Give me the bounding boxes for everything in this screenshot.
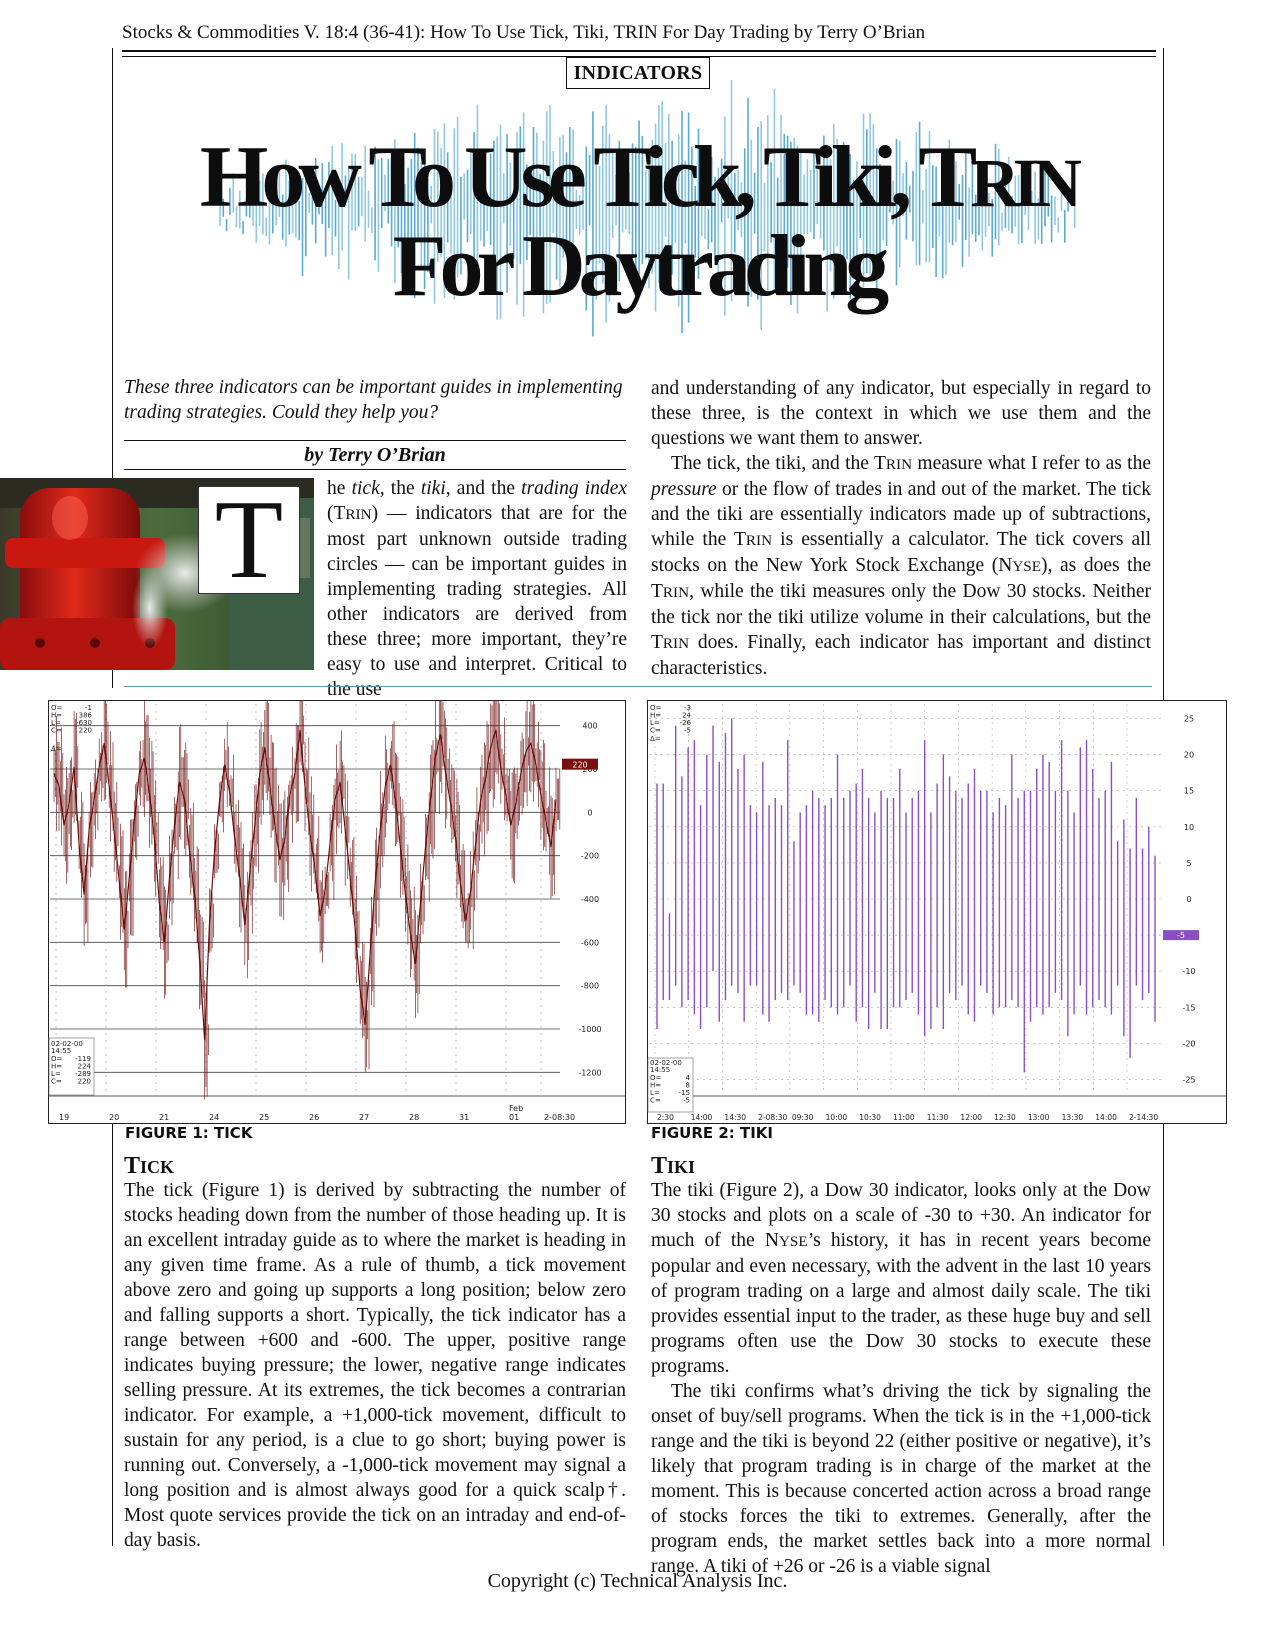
paragraph: The tick (Figure 1) is derived by subtracting the number of stocks heading down from the number of those heading up. It is an excellent intraday guide as to where the market is heading in any given time frame. As a rule of thumb, a tick movement above zero and going up supports a long position; below zero and falling supports a short. Typically, the tick indicator has a range between +600 and -600. The upper, positive range indicates buying pressure; the lower, negative range indicates selling pressure. At its extremes, the tick becomes a contrarian indicator. For example, a +1,000-tick movement, difficult to sustain for any period, is a clue to go short; buying power is running out. Conversely, a -1,000-tick movement may signal a long position and is almost always good for a quick scalp†. Most quote services provide the tick on an intraday and end-of-day basis. bbox=[124, 1180, 626, 1551]
x-tick-label: 2-08:30 bbox=[758, 1113, 788, 1122]
x-tick-label: 13:00 bbox=[1027, 1113, 1050, 1122]
drop-cap: T bbox=[198, 486, 300, 594]
readout-key: H= bbox=[51, 1062, 63, 1071]
readout-value: -1 bbox=[85, 704, 92, 712]
readout-key: L= bbox=[51, 719, 61, 727]
y-tick-label: -1200 bbox=[578, 1068, 602, 1078]
intro-paragraph: he tick, the tiki, and the trading index (TRIN) — indicators that are for the most part unknown outside trading circles — can be important guides in implementing trading strategies. All other indicators are derived from these three; more important, they’re easy to use and interpret. Critical to the use bbox=[327, 478, 628, 700]
y-tick-label: -400 bbox=[580, 895, 600, 904]
byline: by Terry O’Brian bbox=[304, 444, 446, 466]
copyright-footer: Copyright (c) Technical Analysis Inc. bbox=[487, 1570, 788, 1592]
readout-key: H= bbox=[650, 711, 662, 720]
figure-2-tiki-chart bbox=[647, 700, 1227, 1124]
readout-key: Δ= bbox=[650, 735, 661, 743]
readout-key: L= bbox=[51, 1070, 61, 1078]
readout-key: O= bbox=[650, 704, 662, 712]
readout-key: C= bbox=[650, 726, 661, 735]
readout-value: 220 bbox=[78, 726, 92, 735]
y-tick-label: 10 bbox=[1183, 822, 1195, 832]
x-tick-label: 11:00 bbox=[893, 1113, 915, 1122]
x-tick-label: 25 bbox=[259, 1113, 270, 1122]
chart-frame bbox=[49, 701, 626, 1124]
y-tick-label: 15 bbox=[1183, 786, 1195, 796]
x-tick-label: 14:00 bbox=[690, 1113, 713, 1122]
figure-1-caption: FIGURE 1: TICK bbox=[125, 1124, 253, 1142]
readout-value: 8 bbox=[685, 1081, 690, 1090]
readout-value: -630 bbox=[76, 719, 92, 727]
x-tick-label: 31 bbox=[459, 1113, 470, 1122]
x-month-label: Feb bbox=[509, 1104, 524, 1113]
x-tick-label: 14:00 bbox=[1095, 1113, 1117, 1122]
column-rule-left-lower bbox=[112, 1124, 113, 1546]
current-value-label: -5 bbox=[1177, 931, 1185, 941]
paragraph: The tick, the tiki, and the TRIN measure what I refer to as the pressure or the flow of trades in and out of the market. The tick and the tiki are essentially indicators made up of subtractions, while the TRIN is essentially a calculator. The tick covers all stocks on the New York Stock Exchange (NYSE), as does the TRIN, while the tiki measures only the Dow 30 stocks. Neither the tick nor the tiki utilize volume in their calculations, but the TRIN does. Finally, each indicator has important and distinct characteristics. bbox=[651, 453, 1152, 679]
readout-key: Δ= bbox=[51, 745, 62, 753]
figure-1-tick-chart bbox=[48, 700, 626, 1124]
x-tick-label: 26 bbox=[309, 1113, 320, 1122]
paragraph: The tiki confirms what’s driving the tick by signaling the onset of buy/sell programs. When the tick is in the +1,000-tick range and the tiki is beyond 22 (either positive or negative), it’s likely that program trading is in charge of the market at the moment. This is because concerted action across a broad range of stocks forces the tiki to extremes. Generally, after the program ends, the market settles back into a more normal range. A tiki of +26 or -26 is a viable signal bbox=[651, 1381, 1151, 1577]
x-tick-label: 14:30 bbox=[724, 1113, 747, 1122]
y-tick-label: 20 bbox=[1183, 750, 1195, 760]
figure-2-caption: FIGURE 2: TIKI bbox=[651, 1124, 774, 1142]
tick-section-body bbox=[124, 1178, 626, 1553]
y-tick-label: -800 bbox=[580, 981, 600, 991]
title-line-2: For Daytrading bbox=[392, 218, 883, 315]
y-tick-label: 25 bbox=[1183, 714, 1195, 724]
section-label: INDICATORS bbox=[566, 57, 710, 89]
readout-value: -119 bbox=[75, 1055, 91, 1063]
x-tick-label: 10:00 bbox=[825, 1113, 848, 1122]
paragraph: and understanding of any indicator, but especially in regard to these three, is the context in which we use them and the questions we want them to answer. bbox=[651, 378, 1151, 449]
x-tick-label: 19 bbox=[59, 1113, 70, 1122]
current-value-label: 220 bbox=[572, 760, 588, 770]
y-tick-label: 0 bbox=[1186, 895, 1192, 904]
x-tick-label: 12:30 bbox=[994, 1113, 1016, 1122]
x-tick-label: 10:30 bbox=[859, 1113, 881, 1122]
readout-value: -289 bbox=[75, 1070, 91, 1078]
readout-value: 224 bbox=[77, 1062, 91, 1071]
x-tick-label: 27 bbox=[359, 1113, 370, 1122]
readout-value: -5 bbox=[684, 726, 691, 735]
readout-time: 14:55 bbox=[51, 1047, 72, 1055]
running-head: Stocks & Commodities V. 18:4 (36-41): How To Use Tick, Tiki, TRIN For Day Trading by Terry O’Brian bbox=[122, 22, 926, 43]
y-tick-label: -1000 bbox=[578, 1025, 602, 1034]
readout-value: 24 bbox=[682, 711, 691, 720]
x-tick-label: 20 bbox=[109, 1113, 120, 1122]
article-deck: These three indicators can be important guides in implementing trading strategies. Could they help you? bbox=[124, 377, 623, 423]
readout-value: -15 bbox=[678, 1089, 690, 1097]
x-tick-label: 01 bbox=[509, 1113, 520, 1122]
y-tick-label: -600 bbox=[580, 938, 600, 948]
x-tick-label: 2-08:30 bbox=[544, 1113, 576, 1122]
y-tick-label: -15 bbox=[1182, 1003, 1196, 1013]
byline-rule-bottom bbox=[124, 469, 626, 470]
readout-key: O= bbox=[650, 1074, 662, 1082]
x-tick-label: 24 bbox=[209, 1113, 220, 1122]
paragraph: The tiki (Figure 2), a Dow 30 indicator, looks only at the Dow 30 stocks and plots on a scale of -30 to +30. An indicator for much of the NYSE’s history, it has in recent years become popular and even necessary, with the advent in the last 10 years of program trading on a large and almost daily scale. The tiki provides essential input to the trader, as these huge buy and sell programs often use the Dow 30 stocks to execute these programs. bbox=[651, 1180, 1151, 1377]
y-tick-label: -200 bbox=[580, 851, 600, 861]
readout-key: L= bbox=[650, 1089, 660, 1097]
readout-date: 02-02-00 bbox=[650, 1059, 682, 1067]
y-tick-label: 5 bbox=[1186, 858, 1192, 868]
x-tick-label: 2:30 bbox=[657, 1113, 674, 1122]
x-tick-label: 12:00 bbox=[960, 1113, 983, 1122]
readout-key: H= bbox=[51, 711, 63, 720]
readout-value: -26 bbox=[679, 719, 691, 727]
section-divider bbox=[124, 686, 1152, 687]
readout-key: C= bbox=[650, 1096, 661, 1105]
tiki-section-heading: TIKI bbox=[651, 1153, 696, 1179]
readout-value: 386 bbox=[78, 711, 92, 720]
readout-key: O= bbox=[51, 704, 63, 712]
x-tick-label: 13:30 bbox=[1061, 1113, 1084, 1122]
readout-value: -5 bbox=[683, 1096, 690, 1105]
title-line-1: How To Use Tick, Tiki, TRIN bbox=[199, 129, 1076, 226]
x-tick-label: 28 bbox=[409, 1113, 420, 1122]
y-tick-label: -10 bbox=[1182, 967, 1196, 977]
tiki-section-body bbox=[651, 1178, 1151, 1579]
readout-key: L= bbox=[650, 719, 660, 727]
tick-section-heading: TICK bbox=[124, 1153, 175, 1179]
article-title bbox=[100, 129, 1175, 315]
header-rule bbox=[122, 50, 1156, 52]
readout-key: C= bbox=[51, 726, 62, 735]
y-tick-label: -25 bbox=[1182, 1075, 1196, 1085]
readout-value: 220 bbox=[77, 1077, 91, 1086]
readout-time: 14:55 bbox=[650, 1066, 671, 1074]
readout-value: 4 bbox=[685, 1074, 690, 1082]
readout-date: 02-02-00 bbox=[51, 1040, 83, 1048]
readout-key: H= bbox=[650, 1081, 662, 1090]
y-tick-label: -20 bbox=[1182, 1039, 1196, 1049]
x-tick-label: 11:30 bbox=[926, 1113, 949, 1122]
x-tick-label: 21 bbox=[159, 1113, 170, 1122]
right-column-text bbox=[651, 376, 1151, 681]
x-tick-label: 2-14:30 bbox=[1129, 1113, 1159, 1122]
x-tick-label: 09:30 bbox=[791, 1113, 814, 1122]
y-tick-label: 400 bbox=[582, 721, 598, 731]
column-rule-right-lower bbox=[1163, 1124, 1164, 1546]
readout-value: -3 bbox=[684, 704, 691, 712]
readout-key: O= bbox=[51, 1055, 63, 1063]
readout-key: C= bbox=[51, 1077, 62, 1086]
y-tick-label: 0 bbox=[587, 808, 593, 818]
